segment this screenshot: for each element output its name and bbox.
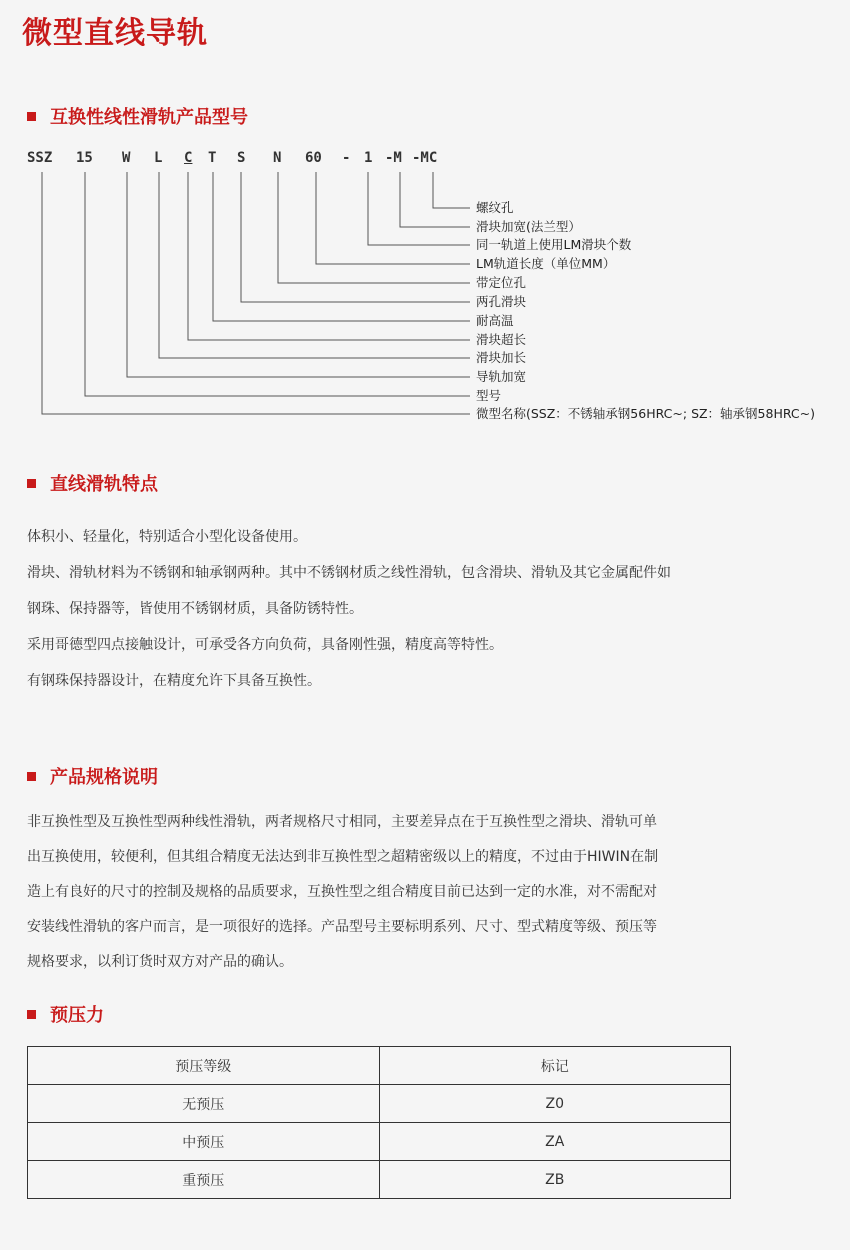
leader-line-ssz (42, 172, 470, 414)
column-header-mark: 标记 (379, 1047, 731, 1085)
code-token-s: S (237, 150, 246, 166)
annotation-long-block: 滑块加长 (476, 350, 527, 365)
code-token-mc: -MC (412, 150, 438, 166)
section-marker-icon (27, 772, 36, 781)
leader-line-w (127, 172, 470, 377)
spec-line: 非互换性型及互换性型两种线性滑轨，两者规格尺寸相同，主要差异点在于互换性型之滑块、滑轨可单 (27, 814, 657, 830)
cell-mark: ZB (379, 1161, 731, 1199)
section-title: 产品规格说明 (50, 767, 158, 788)
annotation-rail-length: LM轨道长度（单位MM） (476, 256, 616, 271)
annotation-series-name: 微型名称(SSZ：不锈轴承钢56HRC~; SZ：轴承钢58HRC~) (476, 406, 816, 421)
cell-grade: 中预压 (28, 1123, 380, 1161)
annotation-block-count: 同一轨道上使用LM滑块个数 (476, 237, 632, 252)
column-header-grade: 预压等级 (28, 1047, 380, 1085)
table-row (28, 1123, 731, 1161)
code-token-dash: - (342, 150, 351, 166)
leader-line-mc (433, 172, 470, 208)
section-title: 预压力 (50, 1005, 104, 1026)
spec-text (27, 805, 747, 980)
annotation-flange-block: 滑块加宽(法兰型） (476, 219, 581, 234)
code-token-w: W (122, 150, 131, 166)
cell-grade: 重预压 (28, 1161, 380, 1199)
cell-grade: 无预压 (28, 1085, 380, 1123)
leader-line-c (188, 172, 470, 340)
code-token-n: N (273, 150, 282, 166)
page-title: 微型直线导轨 (22, 16, 208, 51)
code-token-length: 60 (305, 150, 322, 166)
table-row (28, 1161, 731, 1199)
code-token-l: L (154, 150, 163, 166)
code-token-c: C (184, 150, 193, 166)
section-title: 直线滑轨特点 (50, 474, 158, 495)
feature-line: 体积小、轻量化，特别适合小型化设备使用。 (27, 529, 307, 545)
annotation-thread-hole: 螺纹孔 (476, 200, 514, 215)
feature-line: 采用哥德型四点接触设计，可承受各方向负荷，具备刚性强，精度高等特性。 (27, 637, 503, 653)
code-token-ssz: SSZ (27, 150, 53, 166)
spec-line: 安装线性滑轨的客户而言，是一项很好的选择。产品型号主要标明系列、尺寸、型式精度等级、预压等 (27, 919, 657, 935)
annotation-two-hole-block: 两孔滑块 (476, 294, 527, 309)
section-header-spec (27, 764, 158, 788)
leader-line-m (400, 172, 470, 227)
table-row (28, 1085, 731, 1123)
section-header-features (27, 471, 158, 495)
section-header-preload (27, 1002, 104, 1026)
feature-line: 滑块、滑轨材料为不锈钢和轴承钢两种。其中不锈钢材质之线性滑轨，包含滑块、滑轨及其它金属配件如 (27, 565, 671, 581)
code-token-t: T (208, 150, 217, 166)
spec-line: 出互换使用，较便利，但其组合精度无法达到非互换性型之超精密级以上的精度，不过由于HIWIN在制 (27, 849, 659, 865)
annotation-model-size: 型号 (476, 388, 502, 403)
section-marker-icon (27, 1010, 36, 1019)
table-header-row (28, 1047, 731, 1085)
cell-mark: Z0 (379, 1085, 731, 1123)
annotation-wide-rail: 导轨加宽 (476, 369, 527, 384)
features-text (27, 519, 747, 699)
leader-line-l (159, 172, 470, 358)
cell-mark: ZA (379, 1123, 731, 1161)
feature-line: 有钢珠保持器设计，在精度允许下具备互换性。 (27, 673, 321, 689)
annotation-locating-hole: 带定位孔 (476, 275, 527, 290)
spec-line: 造上有良好的尺寸的控制及规格的品质要求，互换性型之组合精度目前已达到一定的水准，对不需配对 (27, 884, 657, 900)
feature-line: 钢珠、保持器等，皆使用不锈钢材质，具备防锈特性。 (27, 601, 363, 617)
leader-line-length (316, 172, 470, 264)
code-token-size: 15 (76, 150, 93, 166)
code-token-count: 1 (364, 150, 373, 166)
leader-line-t (213, 172, 470, 321)
preload-table (27, 1046, 731, 1199)
code-token-m: -M (385, 150, 402, 166)
section-title: 互换性线性滑轨产品型号 (50, 107, 248, 128)
spec-line: 规格要求，以利订货时双方对产品的确认。 (27, 954, 293, 970)
section-marker-icon (27, 479, 36, 488)
annotation-extra-long-block: 滑块超长 (476, 332, 527, 347)
annotation-high-temp: 耐高温 (476, 313, 514, 328)
